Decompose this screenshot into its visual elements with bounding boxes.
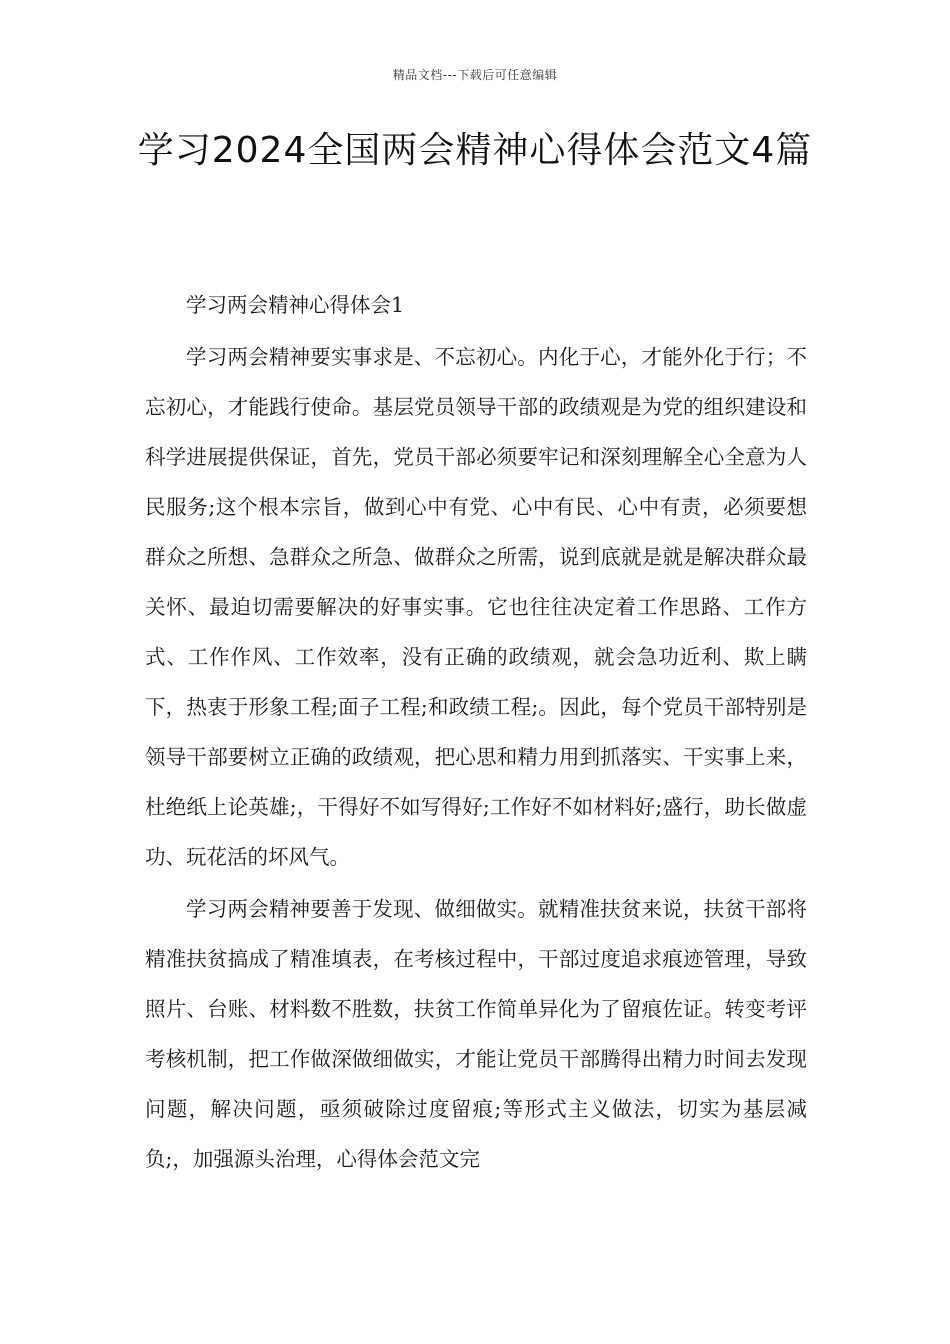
header-watermark: 精品文档---下载后可任意编辑 <box>392 68 558 82</box>
document-body <box>145 280 807 1186</box>
document-title: 学习2024全国两会精神心得体会范文4篇 <box>137 130 813 171</box>
body-paragraph: 学习两会精神要实事求是、不忘初心。内化于心，才能外化于行；不忘初心，才能践行使命。基层党员领导干部的政绩观是为党的组织建设和科学进展提供保证，首先，党员干部必须要牢记和深刻理解全心全意为人民服务;这个根本宗旨，做到心中有党、心中有民、心中有责，必须要想群众之所想、急群众之所急、做群众之所需，说到底就是就是解决群众最关怀、最迫切需要解决的好事实事。它也往往决定着工作思路、工作方式、工作作风、工作效率，没有正确的政绩观，就会急功近利、欺上瞒下，热衷于形象工程;面子工程;和政绩工程;。因此，每个党员干部特别是领导干部要树立正确的政绩观，把心思和精力用到抓落实、干实事上来，杜绝纸上论英雄;，干得好不如写得好;工作好不如材料好;盛行，助长做虚功、玩花活的坏风气。 <box>145 345 807 869</box>
section-heading: 学习两会精神心得体会1 <box>186 293 405 317</box>
body-paragraph: 学习两会精神要善于发现、做细做实。就精准扶贫来说，扶贫干部将精准扶贫搞成了精准填表，在考核过程中，干部过度追求痕迹管理，导致照片、台账、材料数不胜数，扶贫工作简单异化为了留痕佐证。转变考评考核机制，把工作做深做细做实，才能让党员干部腾得出精力时间去发现问题，解决问题，亟须破除过度留痕;等形式主义做法，切实为基层减负;，加强源头治理，心得体会范文完 <box>145 897 807 1171</box>
